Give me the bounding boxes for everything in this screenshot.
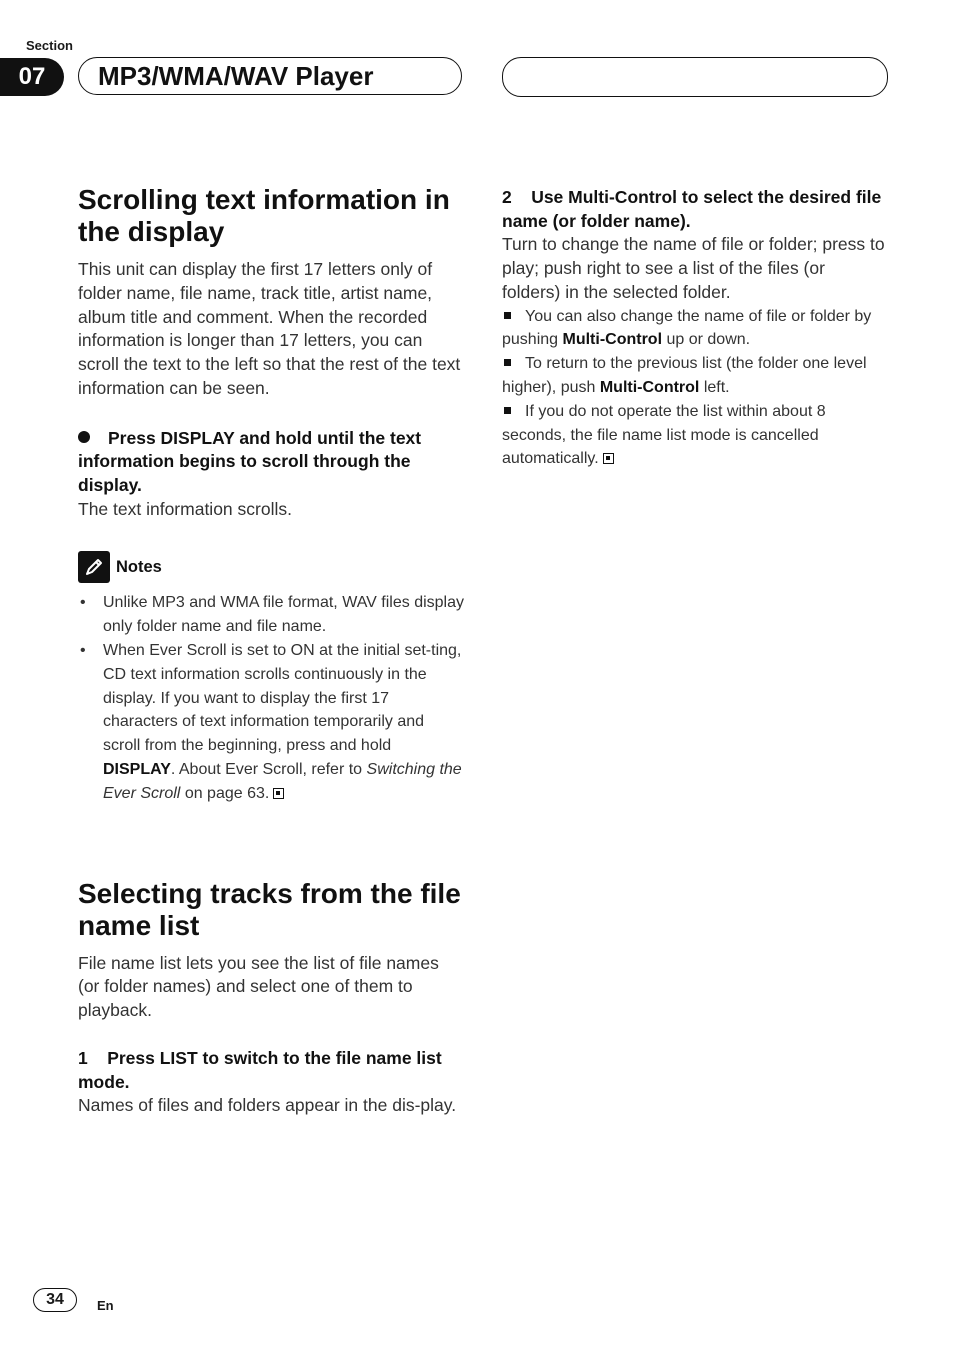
step-2-bullet (502, 400, 888, 471)
square-bullet-icon (504, 407, 511, 414)
language-label: En (97, 1298, 114, 1313)
section-label: Section (26, 38, 73, 53)
heading-selecting-tracks: Selecting tracks from the file name list (78, 877, 461, 941)
section-title: MP3/WMA/WAV Player (98, 61, 374, 91)
scrolling-result: The text information scrolls. (78, 498, 292, 519)
step-text: Use Multi-Control to select the desired file name (or folder name). (502, 187, 882, 231)
note-item-reference: Switching the Ever Scroll (103, 760, 462, 802)
step-number: 2 (502, 187, 512, 207)
step-2-bullet (502, 352, 888, 400)
multi-control-label: Multi-Control (599, 378, 700, 396)
multi-control-label: Multi-Control (562, 331, 663, 349)
bullet-text: To return to the previous list (the folder one level higher), push (502, 355, 867, 396)
scrolling-intro: This unit can display the first 17 letters only of folder name, file name, track title, artist name, album title and comment. When the recorded information is longer than 17 letters, you can scroll the text to the left so that the rest of the text information can be seen. (78, 259, 461, 398)
note-item-text: . About Ever Scroll, refer to (170, 760, 363, 778)
bullet-text: If you do not operate the list within about 8 seconds, the file name list mode is cancelled automatically. (502, 402, 826, 468)
page-number: 34 (33, 1288, 77, 1312)
note-item-text: When Ever Scroll is set to ON at the initial set-ting, CD text information scrolls continuously in the display. If you want to display the first 17 characters of text information temporarily and scroll from the beginning, press and hold (103, 641, 462, 755)
selecting-step-1 (78, 1047, 464, 1094)
bullet-dot-icon (78, 431, 90, 443)
bullet-text: up or down. (666, 331, 751, 349)
notes-title: Notes (116, 557, 162, 576)
selecting-step-1-result: Names of files and folders appear in the dis-play. (78, 1095, 457, 1116)
square-bullet-icon (504, 312, 511, 319)
section-number-badge: 07 (0, 58, 64, 96)
step-number: 1 (78, 1047, 88, 1068)
notes-pencil-icon (78, 551, 110, 583)
note-item-text: Unlike MP3 and WMA file format, WAV files display only folder name and file name. (103, 594, 464, 636)
selecting-intro: File name list lets you see the list of file names (or folder names) and select one of them to playback. (78, 952, 439, 1021)
header-empty-frame (502, 57, 888, 97)
square-bullet-icon (504, 359, 511, 366)
note-item-text: on page 63. (184, 784, 270, 802)
bullet-text: You can also change the name of file or folder by pushing (502, 307, 872, 349)
selecting-step-2 (502, 186, 888, 233)
note-item (78, 591, 464, 639)
right-column (502, 186, 888, 471)
heading-scrolling-text: Scrolling text information in the display (78, 184, 450, 247)
end-mark-icon (603, 453, 614, 464)
left-column (78, 184, 464, 1118)
step-text: Press LIST to switch to the file name list mode. (78, 1047, 442, 1092)
step-2-bullet (502, 305, 888, 353)
notes-header (78, 551, 464, 583)
bullet-text: left. (703, 378, 730, 396)
scrolling-step-text: Press DISPLAY and hold until the text information begins to scroll through the display. (78, 427, 422, 495)
end-mark-icon (273, 788, 284, 799)
scrolling-step (78, 427, 464, 498)
notes-list (78, 591, 464, 805)
step-2-body: Turn to change the name of file or folder; press to play; push right to see a list of the files (or folders) in the selected folder. (502, 234, 885, 302)
note-item-display-key: DISPLAY (103, 760, 171, 778)
note-item (78, 639, 464, 806)
